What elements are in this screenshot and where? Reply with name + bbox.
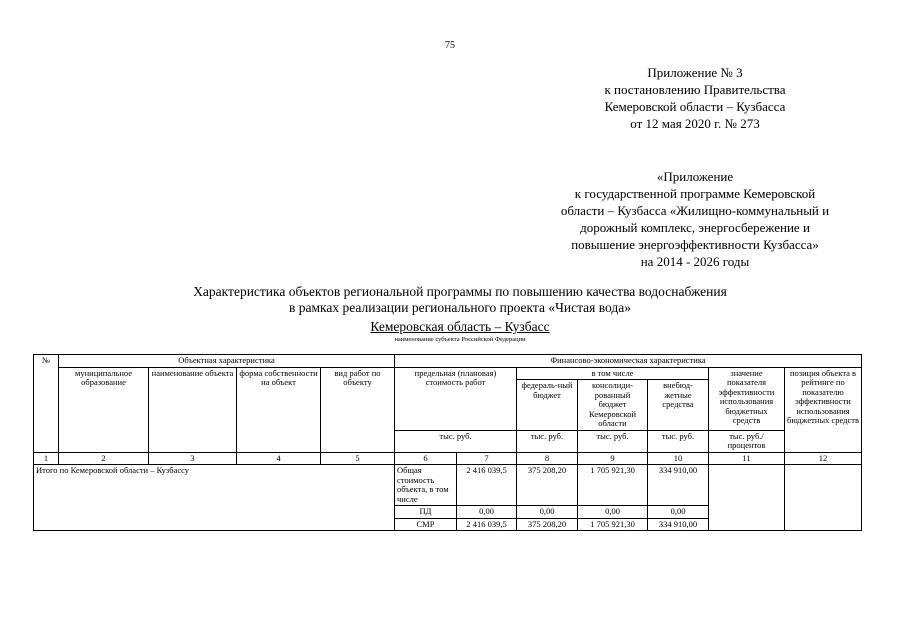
unit-indicator: тыс. руб./ процентов: [709, 430, 785, 452]
column-numbers-row: [34, 452, 862, 465]
appendix-3-line: Кемеровской области – Кузбасса: [604, 99, 786, 114]
header-position: позиция объекта в рейтинге по показателю эффективности использования бюджетных средств: [785, 367, 862, 452]
header-ownership: форма собственности на объект: [237, 367, 321, 452]
cell-indicator: [709, 465, 785, 531]
header-work-type: вид работ по объекту: [321, 367, 395, 452]
program-appendix-header: [520, 168, 870, 270]
cell-consolidated: 1 705 921,30: [578, 518, 648, 531]
col-number: 4: [237, 452, 321, 465]
col-number: 5: [321, 452, 395, 465]
header-row-2: [34, 367, 862, 380]
document-title: [60, 284, 860, 316]
col-number: 11: [709, 452, 785, 465]
row-label: Общая стоимость объекта, в том числе: [395, 465, 457, 506]
program-appendix-line: к государственной программе Кемеровской: [574, 186, 816, 201]
program-appendix-line: «Приложение: [656, 169, 734, 184]
objects-table: [33, 354, 862, 531]
header-including: в том числе: [517, 367, 709, 380]
cell-cost: 2 416 039,5: [457, 465, 517, 506]
program-appendix-line: дорожный комплекс, энергосбережение и: [580, 220, 810, 235]
region-caption: наименование субъекта Российской Федерации: [394, 336, 526, 343]
header-row-1: [34, 355, 862, 368]
unit-federal: тыс. руб.: [517, 430, 578, 452]
appendix-3-line: к постановлению Правительства: [604, 82, 786, 97]
header-offbudget: внебюд-жетные средства: [648, 380, 709, 431]
cell-position: [785, 465, 862, 531]
cell-cost: 2 416 039,5: [457, 518, 517, 531]
program-appendix-line: повышение энергоэффективности Кузбасса»: [571, 237, 819, 252]
col-number: 6: [395, 452, 457, 465]
col-number: 10: [648, 452, 709, 465]
unit-consolidated: тыс. руб.: [578, 430, 648, 452]
appendix-3-line: Приложение № 3: [647, 65, 743, 80]
program-appendix-line: области – Кузбасса «Жилищно-коммунальный и: [560, 203, 830, 218]
header-financial-characteristics: Финансово-экономическая характеристика: [395, 355, 862, 368]
col-number: 9: [578, 452, 648, 465]
col-number: 1: [34, 452, 59, 465]
cell-offbudget: 0,00: [648, 506, 709, 519]
appendix-3-header: [560, 64, 830, 132]
program-appendix-line: на 2014 - 2026 годы: [640, 254, 750, 269]
region-block: [60, 318, 860, 344]
col-number: 2: [59, 452, 149, 465]
header-consolidated: консолиди-рованный бюджет Кемеровской области: [578, 380, 648, 431]
cell-federal: 0,00: [517, 506, 578, 519]
header-municipality: муниципальное образование: [59, 367, 149, 452]
col-number: 3: [149, 452, 237, 465]
col-number: 7: [457, 452, 517, 465]
cell-consolidated: 0,00: [578, 506, 648, 519]
col-number: 12: [785, 452, 862, 465]
appendix-3-line: от 12 мая 2020 г. № 273: [630, 116, 760, 131]
row-label: ПД: [395, 506, 457, 519]
region-name: Кемеровская область – Кузбасс: [370, 319, 550, 334]
row-label: СМР: [395, 518, 457, 531]
header-federal: федераль-ный бюджет: [517, 380, 578, 431]
unit-cost: тыс. руб.: [395, 430, 517, 452]
header-indicator: значение показателя эффективности использования бюджетных средств: [709, 367, 785, 430]
title-line-1: Характеристика объектов региональной программы по повышению качества водоснабжения: [193, 284, 727, 299]
header-number: №: [34, 355, 59, 453]
page-number: 75: [445, 40, 455, 51]
cell-offbudget: 334 910,00: [648, 465, 709, 506]
table-row: [34, 465, 862, 506]
cell-offbudget: 334 910,00: [648, 518, 709, 531]
cell-consolidated: 1 705 921,30: [578, 465, 648, 506]
cell-cost: 0,00: [457, 506, 517, 519]
cell-federal: 375 208,20: [517, 518, 578, 531]
cell-federal: 375 208,20: [517, 465, 578, 506]
unit-offbudget: тыс. руб.: [648, 430, 709, 452]
total-label: Итого по Кемеровской области – Кузбассу: [34, 465, 395, 531]
header-cost: предельная (плановая) стоимость работ: [395, 367, 517, 430]
title-line-2: в рамках реализации регионального проекта «Чистая вода»: [289, 300, 631, 315]
header-object-characteristics: Объектная характеристика: [59, 355, 395, 368]
header-object-name: наименование объекта: [149, 367, 237, 452]
col-number: 8: [517, 452, 578, 465]
